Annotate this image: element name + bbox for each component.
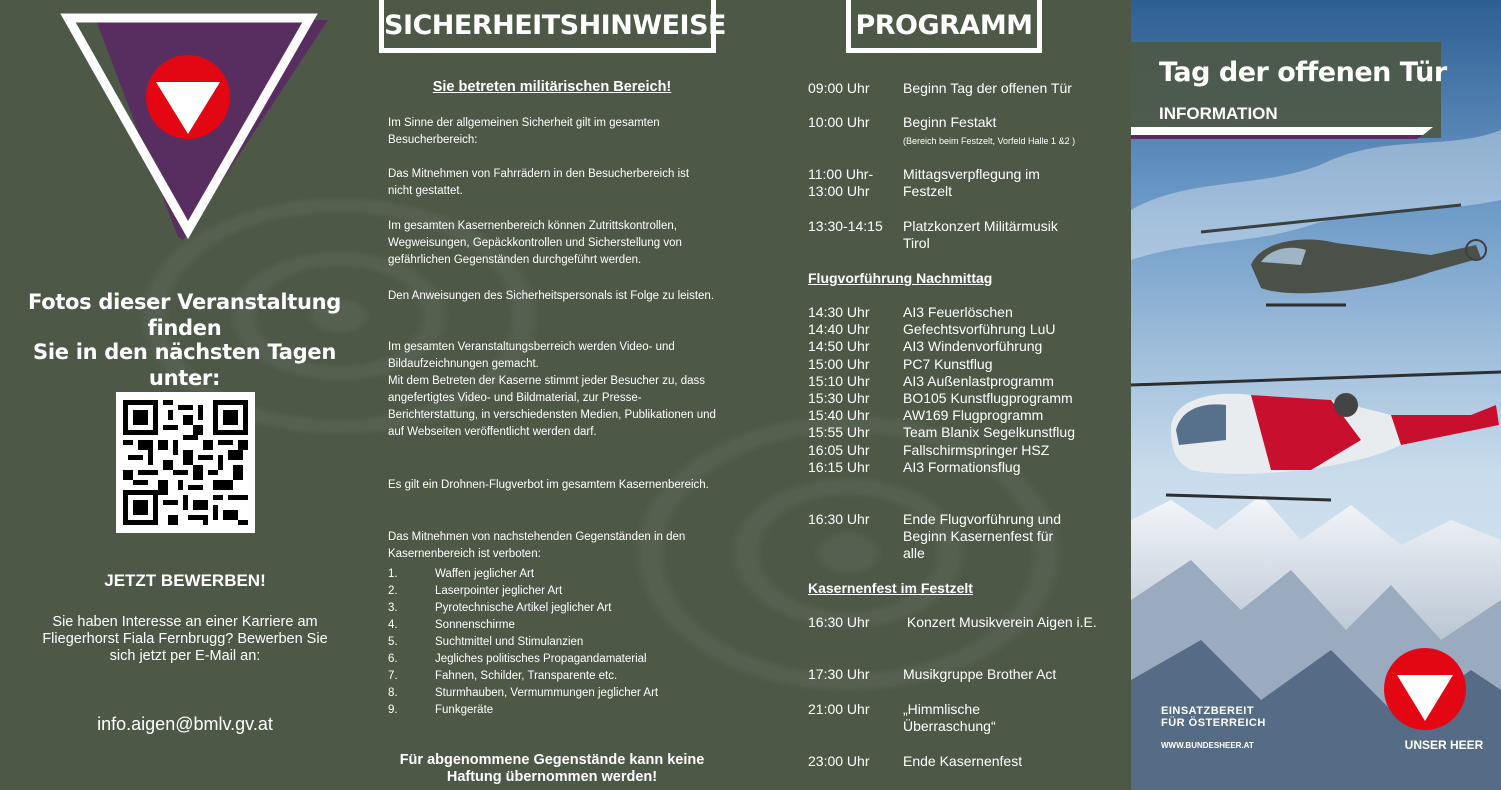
- program-event: Ende Kasernenfest: [903, 753, 1023, 769]
- schedule-row: 16:15 Uhr AI3 Formationsflug: [808, 458, 1021, 475]
- list-item: 1. Waffen jeglicher Art: [388, 568, 535, 580]
- program-time: 09:00 Uhr: [808, 80, 870, 96]
- safety-paragraph-2: Das Mitnehmen von Fahrrädern in den Besucherbereich ist nicht gestattet.: [388, 168, 690, 197]
- schedule-row: 15:10 Uhr AI3 Außenlastprogramm: [808, 372, 1054, 389]
- program-time: 13:30-14:15: [808, 218, 883, 234]
- safety-paragraph-6: Mit dem Betreten der Kaserne stimmt jeder Besucher zu, dass angefertigtes Video- und Bildmaterial, zur Presse-Berichterstattung, in verschiedensten Medien, Publikationen und auf Webseiten veröffentlicht werden darf.: [388, 375, 716, 438]
- program-event: Musikgruppe Brother Act: [903, 666, 1057, 682]
- program-heading: PROGRAMM: [855, 10, 1033, 41]
- photos-line-1: Fotos dieser Veranstaltung finden: [28, 290, 341, 340]
- program-time: 16:30 Uhr: [808, 511, 870, 527]
- email-link[interactable]: info.aigen@bmlv.gv.at: [97, 714, 273, 734]
- cover-slogan: EINSATZBEREIT FÜR ÖSTERREICH: [1161, 705, 1266, 729]
- program-time: 17:30 Uhr: [808, 666, 870, 682]
- cover-subtitle: INFORMATION: [1159, 104, 1278, 123]
- safety-paragraph-8: Das Mitnehmen von nachstehenden Gegenständen in den Kasernenbereich ist verboten:: [388, 531, 686, 560]
- program-time: 11:00 Uhr- 13:00 Uhr: [808, 166, 874, 199]
- program-time: 16:30 Uhr: [808, 614, 870, 630]
- schedule-row: 15:55 Uhr Team Blanix Segelkunstflug: [808, 424, 1075, 441]
- cover-website[interactable]: WWW.BUNDESHEER.AT: [1161, 741, 1254, 750]
- program-note: (Bereich beim Festzelt, Vorfeld Halle 1 &2 ): [903, 136, 1076, 146]
- list-item: 9. Funkgeräte: [388, 704, 494, 716]
- flight-section-heading: Flugvorführung Nachmittag: [808, 270, 993, 286]
- safety-footer: Für abgenommene Gegenstände kann keine Haftung übernommen werden!: [399, 752, 705, 785]
- schedule-row: 14:50 Uhr AI3 Windenvorführung: [808, 338, 1043, 355]
- program-heading-box: [846, 0, 1042, 53]
- schedule-row: 15:40 Uhr AW169 Flugprogramm: [808, 407, 1044, 424]
- apply-title: JETZT BEWERBEN!: [104, 571, 266, 590]
- cover-panel: [1131, 0, 1501, 790]
- banned-items-list: [388, 566, 716, 719]
- schedule-row: 15:00 Uhr PC7 Kunstflug: [808, 355, 993, 372]
- safety-paragraph-1: Im Sinne der allgemeinen Sicherheit gilt im gesamten Besucherbereich:: [388, 117, 660, 146]
- safety-paragraph-7: Es gilt ein Drohnen-Flugverbot im gesamtem Kasernenbereich.: [388, 479, 709, 491]
- program-time: 23:00 Uhr: [808, 753, 870, 769]
- list-item: 7. Fahnen, Schilder, Transparente etc.: [388, 670, 618, 682]
- safety-heading-box: [379, 0, 726, 53]
- safety-subheading: Sie betreten militärischen Bereich!: [432, 79, 672, 95]
- program-event: Konzert Musikverein Aigen i.E.: [903, 614, 1097, 630]
- schedule-row: 14:40 Uhr Gefechtsvorführung LuU: [808, 321, 1056, 338]
- schedule-row: 15:30 Uhr BO105 Kunstflugprogramm: [808, 390, 1073, 407]
- program-event: Mittagsverpflegung im Festzelt: [903, 166, 1040, 199]
- safety-paragraph-3: Im gesamten Kasernenbereich können Zutrittskontrollen, Wegweisungen, Gepäckkontrollen und Sicherstellung von gefährlichen Gegenständen durchgeführt werden.: [388, 220, 682, 266]
- photos-line-2: Sie in den nächsten Tagen unter:: [33, 340, 336, 390]
- program-time: 10:00 Uhr: [808, 114, 870, 130]
- program-time: 21:00 Uhr: [808, 701, 870, 717]
- program-event: Beginn Tag der offenen Tür: [903, 80, 1072, 96]
- list-item: 8. Sturmhauben, Vermummungen jeglicher Art: [388, 687, 659, 699]
- schedule-row: 14:30 Uhr AI3 Feuerlöschen: [808, 304, 1013, 320]
- program-event: Beginn Festakt: [903, 114, 997, 130]
- bundesheer-triangle-logo: [58, 12, 328, 242]
- list-item: 5. Suchtmittel und Stimulanzien: [388, 636, 584, 648]
- list-item: 6. Jegliches politisches Propagandamaterial: [388, 653, 647, 665]
- list-item: 2. Laserpointer jeglicher Art: [388, 585, 563, 597]
- schedule-row: 16:05 Uhr Fallschirmspringer HSZ: [808, 441, 1050, 458]
- flight-schedule: [808, 304, 1075, 476]
- safety-paragraph-4: Den Anweisungen des Sicherheitspersonals ist Folge zu leisten.: [388, 290, 715, 302]
- list-item: 3. Pyrotechnische Artikel jeglicher Art: [388, 602, 612, 614]
- cover-brand: UNSER HEER: [1404, 738, 1484, 752]
- qr-code-icon: [123, 399, 248, 526]
- qr-code[interactable]: [116, 392, 255, 533]
- cover-title: Tag der offenen Tür: [1159, 57, 1447, 88]
- program-event: „Himmlische Überraschung“: [903, 701, 996, 734]
- fest-section-heading: Kasernenfest im Festzelt: [808, 580, 973, 596]
- cover-title-stripe: [1131, 124, 1436, 140]
- program-event: Platzkonzert Militärmusik Tirol: [903, 218, 1058, 251]
- safety-heading: SICHERHEITSHINWEISE: [384, 10, 726, 41]
- list-item: 4. Sonnenschirme: [388, 619, 515, 631]
- program-event: Ende Flugvorführung und Beginn Kasernenfest für alle: [903, 511, 1061, 561]
- safety-paragraph-5: Im gesamten Veranstaltungsberreich werden Video- und Bildaufzeichnungen gemacht.: [388, 341, 675, 370]
- apply-text: Sie haben Interesse an einer Karriere am Fliegerhorst Fiala Fernbrugg? Bewerben Sie sich jetzt per E-Mail an:: [42, 614, 328, 664]
- bundesheer-emblem-icon: [1383, 647, 1467, 731]
